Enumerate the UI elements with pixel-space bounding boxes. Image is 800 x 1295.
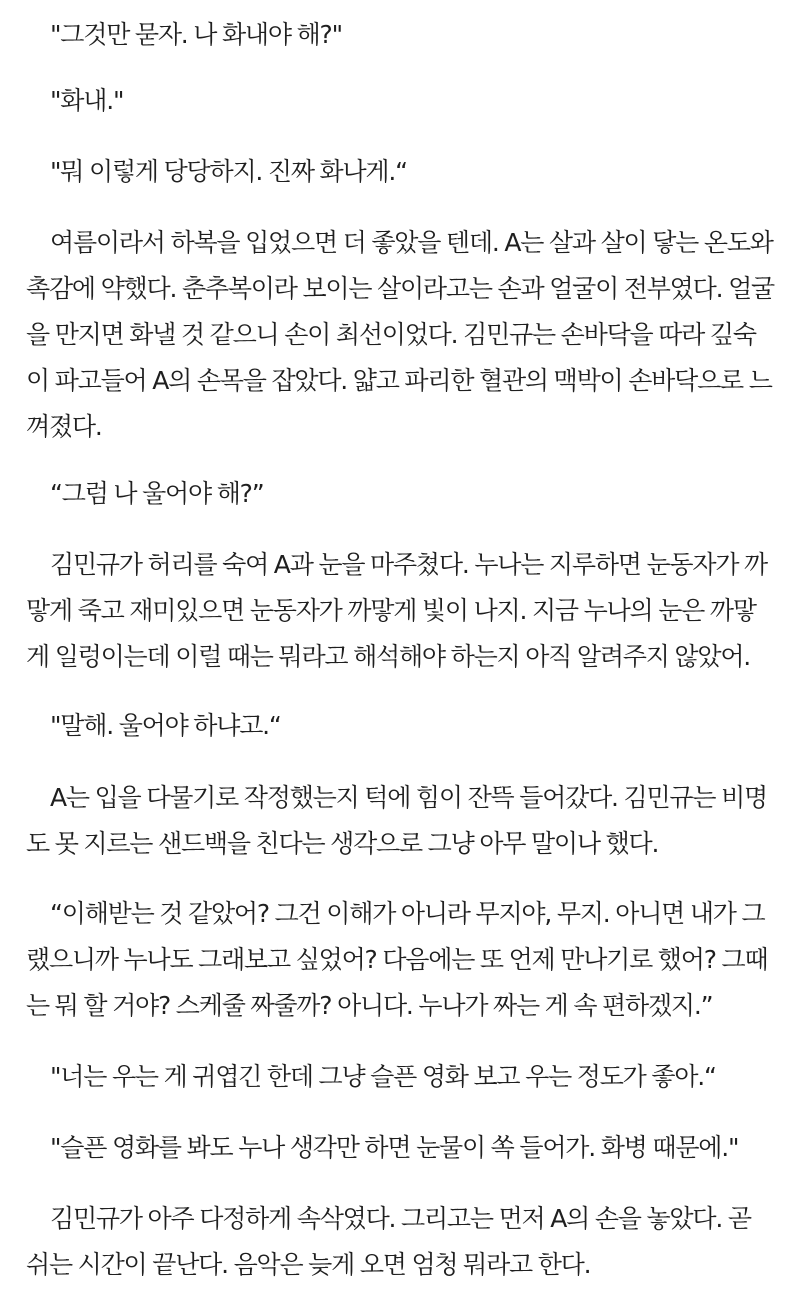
dialogue-line: "너는 우는 게 귀엽긴 한데 그냥 슬픈 영화 보고 우는 정도가 좋아.“ xyxy=(50,1062,716,1091)
narration-paragraph: 김민규가 허리를 숙여 A과 눈을 마주쳤다. 누나는 지루하면 눈동자가 까맣게 죽고 재미있으면 눈동자가 까맣게 빛이 나지. 지금 누나의 눈은 까맣게 일렁이는데 이럴 때는 뭐라고 해석해야 하는지 아직 알려주지 않았어. xyxy=(26,550,767,671)
dialogue-line: “그럼 나 울어야 해?” xyxy=(50,479,264,508)
dialogue-line: "말해. 울어야 하냐고.“ xyxy=(50,711,281,740)
dialogue-line: "슬픈 영화를 봐도 누나 생각만 하면 눈물이 쏙 들어가. 화병 때문에." xyxy=(50,1133,739,1162)
dialogue-line: "뭐 이렇게 당당하지. 진짜 화나게.“ xyxy=(50,157,407,186)
narration-paragraph: A는 입을 다물기로 작정했는지 턱에 힘이 잔뜩 들어갔다. 김민규는 비명도 못 지르는 샌드백을 친다는 생각으로 그냥 아무 말이나 했다. xyxy=(26,783,767,858)
dialogue-line: "화내." xyxy=(50,86,124,115)
narration-paragraph: 여름이라서 하복을 입었으면 더 좋았을 텐데. A는 살과 살이 닿는 온도와 촉감에 약했다. 춘추복이라 보이는 살이라고는 손과 얼굴이 전부였다. 얼굴을 만지면 화낼 것 같으니 손이 최선이었다. 김민규는 손바닥을 따라 깊숙이 파고들어 A의 손목을 잡았다. 얇고 파리한 혈관의 맥박이 손바닥으로 느껴졌다. xyxy=(26,228,779,441)
dialogue-paragraph: “이해받는 것 같았어? 그건 이해가 아니라 무지야, 무지. 아니면 내가 그랬으니까 누나도 그래보고 싶었어? 다음에는 또 언제 만나기로 했어? 그때는 뭐 할 거야? 스케줄 짜줄까? 아니다. 누나가 짜는 게 속 편하겠지.” xyxy=(26,899,768,1020)
dialogue-line: "그것만 묻자. 나 화내야 해?" xyxy=(50,20,342,49)
narration-paragraph: 김민규가 아주 다정하게 속삭였다. 그리고는 먼저 A의 손을 놓았다. 곧 쉬는 시간이 끝난다. 음악은 늦게 오면 엄청 뭐라고 한다. xyxy=(26,1204,757,1279)
